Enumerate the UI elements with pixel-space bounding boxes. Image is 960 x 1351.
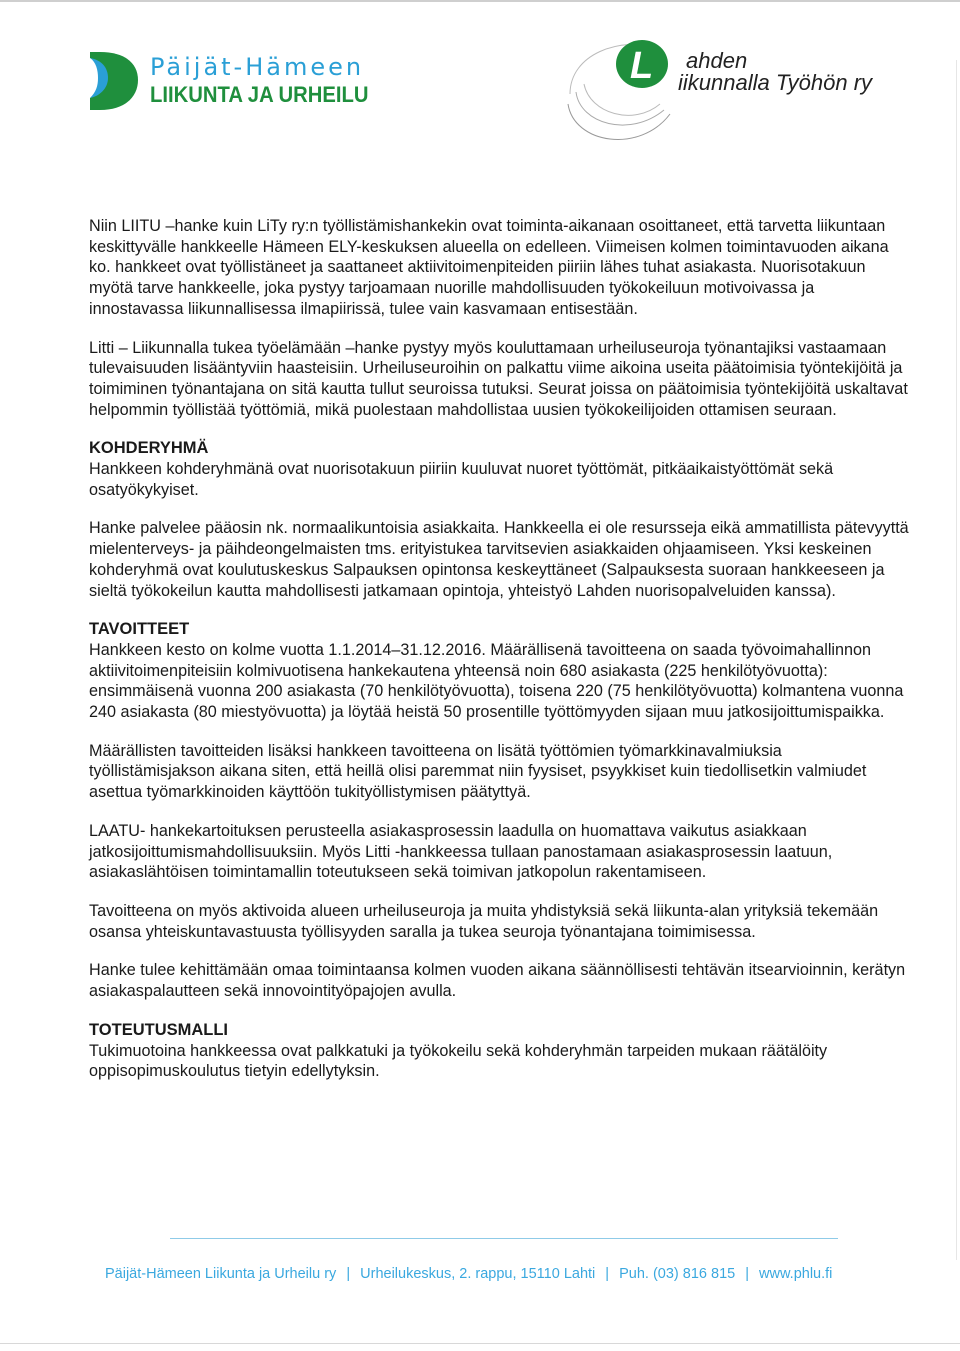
heading-tavoitteet: TAVOITTEET <box>89 620 190 639</box>
logo-name-line: Päijät-Hämeen <box>150 53 365 81</box>
lity-logo-line2: iikunnalla Työhön ry <box>678 70 873 95</box>
footer-address: Urheilukeskus, 2. rappu, 15110 Lahti <box>360 1266 596 1282</box>
paragraph: Hankkeen kesto on kolme vuotta 1.1.2014–31.12.2016. Määrällisenä tavoitteena on saada työvoimahallinnon aktiivitoimenpiteisiin kolmivuotisena hankekautena yhteensä noin 680 asiakasta (225 henkilötyövuotta): ensimmäisenä vuonna 200 asiakasta (70 henkilötyövuotta), toisena 220 (75 henkilötyövuotta) kolmantena vuonna 240 asiakasta (80 miestyövuotta) ja löytää heistä 50 prosentille työttömyyden sijaan muu jatkosijoittumispaikka. <box>89 640 904 722</box>
footer-org: Päijät-Hämeen Liikunta ja Urheilu ry <box>105 1266 337 1282</box>
paragraph: Hanke tulee kehittämään omaa toimintaansa kolmen vuoden aikana säännöllisesti tehtävän itsearvioinnin, kerätyn asiakaspalautteen sekä innovointityöpajojen avulla. <box>89 961 906 1001</box>
footer-contact <box>105 1266 905 1282</box>
paragraph: LAATU- hankekartoituksen perusteella asiakasprosessin laadulla on huomattava vaikutus asiakkaan jatkosijoittumismahdollisuuksiin. Myös Litti -hankkeessa tullaan panostamaan asiakasprosessin laatuun, asiakaslähtöisen toimintamallin toteutukseen sekä toimivan jatkopolun rakentamiseen. <box>89 821 833 882</box>
footer-separator: | <box>745 1266 750 1282</box>
paragraph: Tukimuotoina hankkeessa ovat palkkatuki ja työkokeilu sekä kohderyhmän tarpeiden mukaan räätälöity oppisopimuskoulutus tietyin edellytyksin. <box>89 1041 828 1081</box>
lity-logo <box>560 34 873 154</box>
logo-subtitle-line: LIIKUNTA JA URHEILU <box>150 82 369 107</box>
phlu-logo-mark-icon <box>86 46 140 116</box>
document-body <box>89 216 911 1100</box>
paragraph: Hankkeen kohderyhmänä ovat nuorisotakuun piiriin kuuluvat nuoret työttömät, pitkäaikaistyöttömät sekä osatyökykyiset. <box>89 460 834 499</box>
paragraph: Määrällisten tavoitteiden lisäksi hankkeen tavoitteena on lisätä työttömien työmarkkinavalmiuksia työllistämisjakson aikana siten, että heillä olisi paremmat niin fyysiset, psyykkiset kuin tiedollisetkin valmiudet asettua työmarkkinoiden käyttöön tukityöllistymisen päätyttyä. <box>89 741 867 802</box>
intro-paragraph: Niin LIITU –hanke kuin LiTy ry:n työllistämishankekin ovat toiminta-aikanaan osoittaneet, että tarvetta liikuntaan keskittyvälle hankkeelle Hämeen ELY-keskuksen alueella on edelleen. Viimeisen kolmen toimintavuoden aikana ko. hankkeet ovat työllistäneet ja saattaneet aktiivitoimenpiteiden piiriin lähes tuhat asiakasta. Nuorisotakuun myötä tarve hankkeelle, joka pystyy tarjoamaan nuorille mahdollisuuden työkokeiluun motivoivassa ja innostavassa liikunnallisessa ilmapiirissä, tulee vain kasvamaan entisestään. <box>89 217 889 318</box>
heading-toteutusmalli: TOTEUTUSMALLI <box>89 1020 229 1039</box>
section-toteutusmalli <box>89 1020 911 1082</box>
phlu-logo <box>86 46 388 116</box>
section-kohderyhma <box>89 438 911 601</box>
footer-divider <box>170 1238 838 1239</box>
litti-paragraph: Litti – Liikunnalla tukea työelämään –hanke pystyy myös kouluttamaan urheiluseuroja työnantajiksi vastaamaan tulevaisuuden lisääntyviin haasteisiin. Urheiluseuroihin on palkattu viime aikoina useita päätoimisia työntekijöitä ja toimiminen työnantajana on sitä kautta tullut seuroissa tutuksi. Seurat joissa on päätoimisia työntekijöitä uskaltavat helpommin työllistää työttömiä, mikä puolestaan mahdollistaa uusien työkokeilijoiden ottamisen seuraan. <box>89 338 908 419</box>
lity-logo-letter: L <box>630 45 654 87</box>
lity-logo-line1: ahden <box>686 48 748 73</box>
paragraph: Tavoitteena on myös aktivoida alueen urheiluseuroja ja muita yhdistyksiä sekä liikunta-alan yrityksiä tekemään osansa yhteiskuntavastuusta työllisyyden saralla ja tukea seuroja työnantajana toimimisessa. <box>89 901 879 941</box>
paragraph: Hanke palvelee pääosin nk. normaalikuntoisia asiakkaita. Hankkeella ei ole resursseja eikä ammatillista pätevyyttä mielenterveys- ja päihdeongelmaisten tms. erityistukea tarvitsevien asiakkaiden ohjaamiseen. Yksi keskeinen kohderyhmä ovat koulutuskeskus Salpauksen opintonsa keskeyttäneet (Salpauksesta suoraan hankkeeseen ja sieltä työkokeilun kautta mahdollisesti jatkamaan opintoja, yhteistyö Lahden nuorisopalveluiden kanssa). <box>89 519 909 600</box>
footer-phone: Puh. (03) 816 815 <box>619 1266 736 1282</box>
heading-kohderyhma: KOHDERYHMÄ <box>89 439 209 458</box>
footer-website-link[interactable]: www.phlu.fi <box>759 1266 833 1282</box>
footer-separator: | <box>346 1266 351 1282</box>
scan-edge-top <box>0 0 960 2</box>
section-tavoitteet <box>89 619 911 1002</box>
scan-edge-bottom <box>0 1343 960 1344</box>
footer-separator: | <box>605 1266 610 1282</box>
scan-edge-right <box>956 60 957 1260</box>
